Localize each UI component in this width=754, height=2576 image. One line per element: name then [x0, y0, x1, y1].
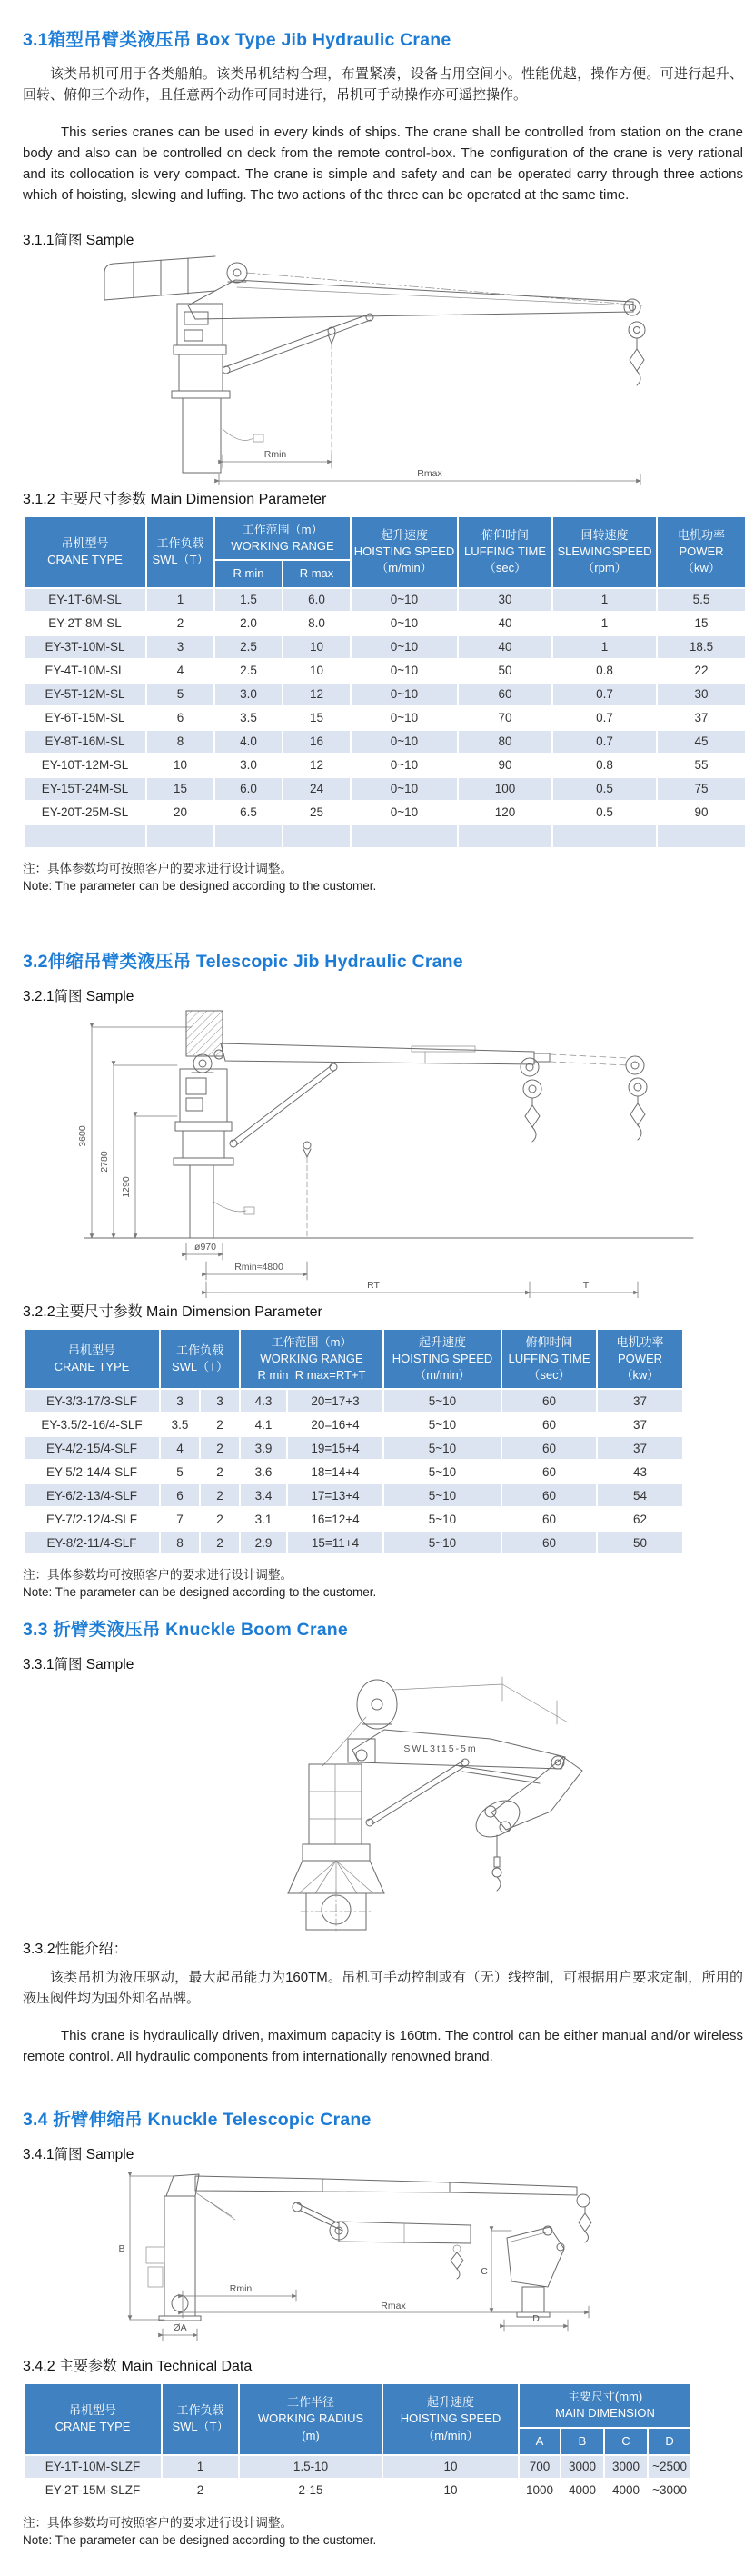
col-dim-b: B — [561, 2428, 604, 2455]
table-cell: EY-3/3-17/3-SLF — [24, 1389, 160, 1413]
section-3-2-title: 3.2伸缩吊臂类液压吊 Telescopic Jib Hydraulic Crane — [23, 951, 463, 972]
table-cell: 0~10 — [351, 683, 458, 706]
col-crane-type: 吊机型号 CRANE TYPE — [24, 2383, 162, 2455]
table-row — [24, 1531, 683, 1554]
table-cell: 18=14+4 — [287, 1460, 383, 1483]
col-crane-type: 吊机型号 CRANE TYPE — [24, 516, 146, 588]
table-cell: 3000 — [561, 2455, 604, 2479]
table-cell: 37 — [657, 706, 746, 730]
table-cell: 5~10 — [383, 1460, 501, 1483]
table-cell: 0.8 — [552, 659, 657, 683]
table-cell: EY-5T-12M-SL — [24, 683, 146, 706]
note-en: Note: The parameter can be designed according to the customer. — [23, 878, 377, 893]
table-cell: 60 — [501, 1507, 597, 1531]
table-row — [24, 2455, 691, 2479]
dim-label-dia970: ø970 — [194, 1241, 216, 1253]
table-cell: 5 — [160, 1460, 200, 1483]
section-3-3-1-sample-label: 3.3.1简图 Sample — [23, 1657, 134, 1673]
col-swl: 工作负载 SWL（T） — [162, 2383, 239, 2455]
table-cell: 6 — [160, 1483, 200, 1507]
table-cell: 15 — [657, 612, 746, 635]
table-cell: EY-2T-15M-SLZF — [24, 2479, 162, 2502]
table-cell: 1 — [146, 588, 214, 612]
dim-label-2780: 2780 — [99, 1150, 110, 1173]
table-cell: 0~10 — [351, 635, 458, 659]
table-row — [24, 1389, 683, 1413]
note-cn: 注：具体参数均可按照客户的要求进行设计调整。 — [23, 2515, 293, 2530]
dim-label-rmin-4800: Rmin≈4800 — [234, 1261, 283, 1273]
note-cn: 注：具体参数均可按照客户的要求进行设计调整。 — [23, 861, 293, 875]
table-cell: 3.1 — [240, 1507, 287, 1531]
section-3-1-2-param-label: 3.1.2 主要尺寸参数 Main Dimension Parameter — [23, 492, 327, 507]
table-cell: 2.5 — [214, 659, 283, 683]
table-cell: EY-10T-12M-SL — [24, 754, 146, 777]
telescopic-jib-crane-diagram — [39, 1009, 748, 1298]
col-slewing-speed: 回转速度 SLEWINGSPEED （rpm） — [552, 516, 657, 588]
col-working-range: 工作范围（m） WORKING RANGE R min R max=RT+T — [240, 1329, 383, 1390]
table-cell: 8 — [146, 730, 214, 754]
table-cell: 12 — [283, 683, 351, 706]
dim-label-rmin: Rmin — [229, 2283, 253, 2295]
telescopic-jib-parameter-table — [23, 1328, 684, 1556]
table-cell: 3.5 — [160, 1413, 200, 1436]
table-row — [24, 706, 746, 730]
table-cell: 6.0 — [283, 588, 351, 612]
dim-label-d: D — [532, 2313, 540, 2325]
table-row — [24, 1483, 683, 1507]
table-cell — [214, 824, 283, 848]
table-cell: 120 — [458, 801, 552, 824]
table-row — [24, 1460, 683, 1483]
table-cell: 60 — [501, 1531, 597, 1554]
table-cell: 2 — [200, 1436, 240, 1460]
box-jib-parameter-table — [23, 515, 747, 849]
table-cell: 0.5 — [552, 777, 657, 801]
col-power: 电机功率 POWER （kw） — [597, 1329, 683, 1390]
table-cell: 50 — [458, 659, 552, 683]
table-cell: 0~10 — [351, 612, 458, 635]
note-en: Note: The parameter can be designed according to the customer. — [23, 1585, 377, 1600]
table-cell: 0~10 — [351, 801, 458, 824]
table-row — [24, 824, 746, 848]
table-row — [24, 659, 746, 683]
table-cell: 22 — [657, 659, 746, 683]
table-cell: 30 — [657, 683, 746, 706]
section-3-1-title: 3.1箱型吊臂类液压吊 Box Type Jib Hydraulic Crane — [23, 30, 451, 50]
table-cell: 3.9 — [240, 1436, 287, 1460]
section-3-4-2-param-label: 3.4.2 主要参数 Main Technical Data — [23, 2359, 253, 2375]
col-hoisting-speed: 起升速度 HOISTING SPEED （m/min） — [382, 2383, 519, 2455]
table-cell: 1.5-10 — [239, 2455, 382, 2479]
table-cell: 20 — [146, 801, 214, 824]
table-cell: 45 — [657, 730, 746, 754]
table-cell: 6.0 — [214, 777, 283, 801]
table-cell: 0.7 — [552, 706, 657, 730]
table-cell: 0~10 — [351, 777, 458, 801]
section-3-1-paragraph-en: This series cranes can be used in every kinds of ships. The crane shall be controlled from station on the crane body and also can be controlled on deck from the remote control-box. The configuration of the crane is very rational and its collocation is very compact. The crane is simple and safety and can be operated carry through three actions which of hoisting, slewing and luffing. The two actions of the three can be operated at the same time. — [23, 125, 743, 203]
table-cell: 2 — [200, 1531, 240, 1554]
table-cell: 15=11+4 — [287, 1531, 383, 1554]
table-cell: 8.0 — [283, 612, 351, 635]
table-cell: 0~10 — [351, 730, 458, 754]
table-cell: 10 — [283, 635, 351, 659]
table-row — [24, 588, 746, 612]
table-cell: EY-7/2-12/4-SLF — [24, 1507, 160, 1531]
table-cell: 50 — [597, 1531, 683, 1554]
table-row — [24, 801, 746, 824]
section-3-3-title: 3.3 折臂类液压吊 Knuckle Boom Crane — [23, 1620, 348, 1641]
table-cell: ~2500 — [648, 2455, 691, 2479]
table-cell: 80 — [458, 730, 552, 754]
dim-label-t: T — [582, 1279, 590, 1291]
table-row — [24, 1507, 683, 1531]
table-cell: 40 — [458, 635, 552, 659]
table-cell: EY-8/2-11/4-SLF — [24, 1531, 160, 1554]
table-note — [23, 2514, 743, 2549]
table-cell: EY-4T-10M-SL — [24, 659, 146, 683]
table-cell: ~3000 — [648, 2479, 691, 2502]
table-cell: EY-15T-24M-SL — [24, 777, 146, 801]
table-cell: 1 — [552, 612, 657, 635]
section-3-1-paragraph-cn: 该类吊机可用于各类船舶。该类吊机结构合理，布置紧凑，设备占用空间小。性能优越，操作方便。可进行起升、回转、俯仰三个动作，且任意两个动作可同时进行，吊机可手动操作亦可遥控操作。 — [23, 66, 743, 103]
table-cell: 5.5 — [657, 588, 746, 612]
table-cell: 0.8 — [552, 754, 657, 777]
table-cell: 2 — [162, 2479, 239, 2502]
table-cell: 0~10 — [351, 588, 458, 612]
table-cell: EY-1T-10M-SLZF — [24, 2455, 162, 2479]
table-cell: 55 — [657, 754, 746, 777]
col-dim-c: C — [604, 2428, 648, 2455]
table-note — [23, 860, 743, 894]
table-cell: 3.0 — [214, 754, 283, 777]
table-cell: EY-20T-25M-SL — [24, 801, 146, 824]
table-cell: 5~10 — [383, 1389, 501, 1413]
knuckle-boom-crane-diagram — [77, 1675, 640, 1935]
section-3-3-paragraph-en: This crane is hydraulically driven, maximum capacity is 160tm. The control can be either manual and/or wireless remote control. All hydraulic components from internationally renowned brand. — [23, 2028, 743, 2065]
table-cell: 4.1 — [240, 1413, 287, 1436]
table-cell: 24 — [283, 777, 351, 801]
table-cell: 17=13+4 — [287, 1483, 383, 1507]
table-cell: 37 — [597, 1413, 683, 1436]
table-cell: 60 — [501, 1460, 597, 1483]
table-cell: EY-6T-15M-SL — [24, 706, 146, 730]
col-luffing-time: 俯仰时间 LUFFING TIME （sec） — [501, 1329, 597, 1390]
dim-label-rmax: Rmax — [417, 468, 442, 479]
note-cn: 注：具体参数均可按照客户的要求进行设计调整。 — [23, 1568, 293, 1583]
table-cell: 2.5 — [214, 635, 283, 659]
dim-label-1290: 1290 — [121, 1175, 132, 1198]
dim-label-3600: 3600 — [77, 1124, 88, 1147]
table-cell — [24, 824, 146, 848]
table-cell: 15 — [146, 777, 214, 801]
table-cell: 1.5 — [214, 588, 283, 612]
col-hoisting-speed: 起升速度 HOISTING SPEED （m/min） — [351, 516, 458, 588]
table-cell: 30 — [458, 588, 552, 612]
section-3-3-2-perf-label: 3.3.2性能介绍： — [23, 1942, 128, 1958]
table-cell: 2 — [200, 1483, 240, 1507]
table-cell: 75 — [657, 777, 746, 801]
table-cell: 700 — [519, 2455, 561, 2479]
table-cell: 3 — [200, 1389, 240, 1413]
table-cell: 1 — [162, 2455, 239, 2479]
col-swl: 工作负载 SWL（T） — [160, 1329, 240, 1390]
table-cell: 4000 — [604, 2479, 648, 2502]
table-cell: 5~10 — [383, 1436, 501, 1460]
table-row — [24, 777, 746, 801]
table-cell — [283, 824, 351, 848]
table-cell: EY-2T-8M-SL — [24, 612, 146, 635]
table-cell: 3.0 — [214, 683, 283, 706]
table-cell: 2 — [200, 1507, 240, 1531]
section-3-4-1-sample-label: 3.4.1简图 Sample — [23, 2147, 134, 2163]
table-cell: EY-1T-6M-SL — [24, 588, 146, 612]
table-cell: 10 — [283, 659, 351, 683]
table-cell — [146, 824, 214, 848]
table-cell: 18.5 — [657, 635, 746, 659]
table-cell: 3000 — [604, 2455, 648, 2479]
table-cell: EY-6/2-13/4-SLF — [24, 1483, 160, 1507]
table-cell: 6.5 — [214, 801, 283, 824]
table-cell: 0.5 — [552, 801, 657, 824]
table-cell: 90 — [657, 801, 746, 824]
table-row — [24, 1413, 683, 1436]
table-cell: 20=17+3 — [287, 1389, 383, 1413]
table-row — [24, 2479, 691, 2502]
col-r-min: R min — [214, 560, 283, 587]
col-swl: 工作负载 SWL（T） — [146, 516, 214, 588]
table-row — [24, 683, 746, 706]
col-working-radius: 工作半径 WORKING RADIUS (m) — [239, 2383, 382, 2455]
dim-label-dia-a: ØA — [173, 2322, 187, 2334]
table-cell: 2 — [146, 612, 214, 635]
table-cell: EY-4/2-15/4-SLF — [24, 1436, 160, 1460]
col-dim-d: D — [648, 2428, 691, 2455]
table-cell: 5~10 — [383, 1507, 501, 1531]
table-cell: EY-3.5/2-16/4-SLF — [24, 1413, 160, 1436]
table-cell: 10 — [382, 2455, 519, 2479]
table-cell: EY-3T-10M-SL — [24, 635, 146, 659]
table-cell: 12 — [283, 754, 351, 777]
table-cell: 16 — [283, 730, 351, 754]
table-cell: 0~10 — [351, 706, 458, 730]
section-3-2-1-sample-label: 3.2.1简图 Sample — [23, 988, 134, 1004]
table-cell: 5~10 — [383, 1531, 501, 1554]
table-cell: 6 — [146, 706, 214, 730]
table-cell: 60 — [458, 683, 552, 706]
table-cell — [657, 824, 746, 848]
table-cell: 1000 — [519, 2479, 561, 2502]
table-cell: 10 — [146, 754, 214, 777]
table-cell — [458, 824, 552, 848]
table-note — [23, 1566, 743, 1601]
table-cell: 37 — [597, 1389, 683, 1413]
table-cell: 43 — [597, 1460, 683, 1483]
note-en: Note: The parameter can be designed according to the customer. — [23, 2532, 377, 2547]
table-cell: 0~10 — [351, 754, 458, 777]
dim-label-rt: RT — [367, 1279, 380, 1291]
boom-swl-label: SWL3t15-5m — [403, 1743, 478, 1755]
section-3-4-title: 3.4 折臂伸缩吊 Knuckle Telescopic Crane — [23, 2110, 372, 2131]
table-cell: 3.6 — [240, 1460, 287, 1483]
section-3-1-1-sample-label: 3.1.1简图 Sample — [23, 233, 134, 248]
table-cell: 2 — [200, 1460, 240, 1483]
table-cell: 1 — [552, 635, 657, 659]
table-cell: 19=15+4 — [287, 1436, 383, 1460]
table-cell: 1 — [552, 588, 657, 612]
table-cell: 60 — [501, 1413, 597, 1436]
table-cell: 8 — [160, 1531, 200, 1554]
dim-label-b: B — [118, 2243, 125, 2255]
table-cell: 25 — [283, 801, 351, 824]
table-cell: 16=12+4 — [287, 1507, 383, 1531]
table-cell — [351, 824, 458, 848]
section-3-3-paragraph-cn: 该类吊机为液压驱动，最大起吊能力为160TM。吊机可手动控制或有（无）线控制，可根据用户要求定制，所用的液压阀件均为国外知名品牌。 — [23, 1970, 743, 2007]
table-cell: 3 — [146, 635, 214, 659]
col-hoisting-speed: 起升速度 HOISTING SPEED （m/min） — [383, 1329, 501, 1390]
table-row — [24, 754, 746, 777]
table-cell — [552, 824, 657, 848]
table-cell: 100 — [458, 777, 552, 801]
table-cell: 60 — [501, 1389, 597, 1413]
table-cell: 0~10 — [351, 659, 458, 683]
table-cell: 10 — [382, 2479, 519, 2502]
table-cell: 0.7 — [552, 683, 657, 706]
table-cell: 3.4 — [240, 1483, 287, 1507]
table-cell: 60 — [501, 1483, 597, 1507]
table-cell: 5~10 — [383, 1483, 501, 1507]
box-jib-crane-diagram — [50, 251, 740, 485]
col-r-max: R max — [283, 560, 351, 587]
table-cell: 2-15 — [239, 2479, 382, 2502]
table-cell: 4.0 — [214, 730, 283, 754]
table-cell: 4.3 — [240, 1389, 287, 1413]
table-cell: 4 — [160, 1436, 200, 1460]
table-row — [24, 1436, 683, 1460]
dim-label-rmax: Rmax — [381, 2301, 406, 2312]
dim-label-rmin: Rmin — [263, 449, 287, 460]
table-cell: EY-8T-16M-SL — [24, 730, 146, 754]
col-dim-a: A — [519, 2428, 561, 2455]
table-cell: 2 — [200, 1413, 240, 1436]
section-3-2-2-param-label: 3.2.2主要尺寸参数 Main Dimension Parameter — [23, 1303, 322, 1320]
table-cell: EY-5/2-14/4-SLF — [24, 1460, 160, 1483]
table-cell: 3 — [160, 1389, 200, 1413]
table-cell: 4000 — [561, 2479, 604, 2502]
table-cell: 70 — [458, 706, 552, 730]
table-row — [24, 730, 746, 754]
col-main-dimension: 主要尺寸(mm) MAIN DIMENSION — [519, 2383, 691, 2427]
table-cell: 5~10 — [383, 1413, 501, 1436]
table-cell: 4 — [146, 659, 214, 683]
knuckle-telescopic-crane-diagram — [39, 2167, 748, 2349]
table-cell: 37 — [597, 1436, 683, 1460]
col-luffing-time: 俯仰时间 LUFFING TIME （sec） — [458, 516, 552, 588]
table-cell: 0.7 — [552, 730, 657, 754]
col-crane-type: 吊机型号 CRANE TYPE — [24, 1329, 160, 1390]
table-cell: 60 — [501, 1436, 597, 1460]
col-power: 电机功率 POWER （kw） — [657, 516, 746, 588]
table-row — [24, 612, 746, 635]
table-cell: 15 — [283, 706, 351, 730]
table-cell: 7 — [160, 1507, 200, 1531]
table-row — [24, 635, 746, 659]
table-cell: 2.9 — [240, 1531, 287, 1554]
table-cell: 62 — [597, 1507, 683, 1531]
dim-label-c: C — [481, 2266, 488, 2278]
col-working-range: 工作范围（m） WORKING RANGE — [214, 516, 351, 560]
table-cell: 5 — [146, 683, 214, 706]
table-cell: 90 — [458, 754, 552, 777]
table-cell: 20=16+4 — [287, 1413, 383, 1436]
table-cell: 3.5 — [214, 706, 283, 730]
table-cell: 40 — [458, 612, 552, 635]
table-cell: 2.0 — [214, 612, 283, 635]
table-cell: 54 — [597, 1483, 683, 1507]
